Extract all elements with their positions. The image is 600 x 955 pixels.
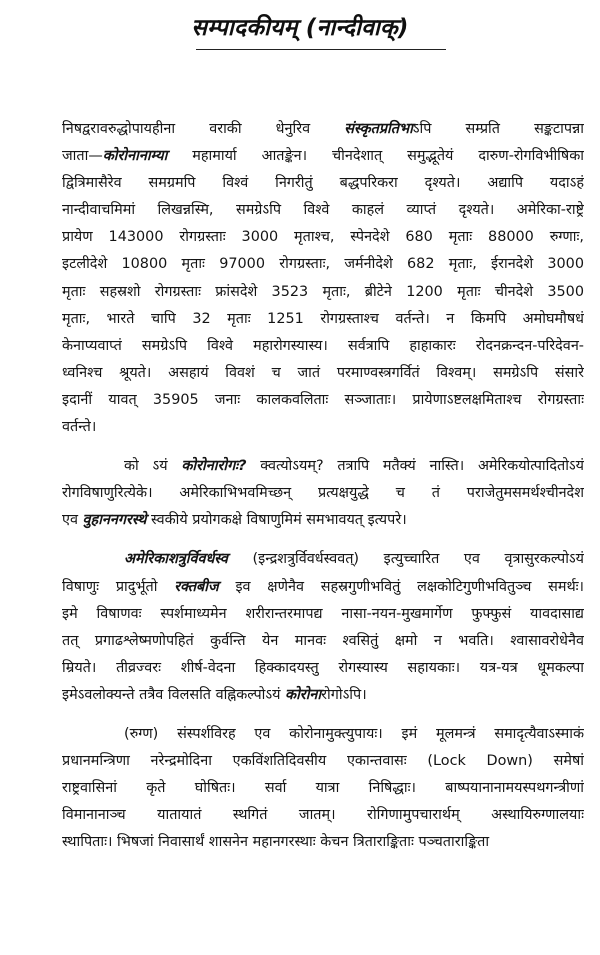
text-run: क्वत्योऽयम्? तत्रापि मतैक्यं नास्ति। अमेरिकयोत्पादितोऽयं [246, 458, 584, 475]
text-run: प्रधानमन्त्रिणा नरेन्द्रमोदिना एकविंशतिदिवसीय एकान्तवासः (Lock Down) समेषां [62, 753, 584, 770]
text-run: रोगविषाणुरित्येके। अमेरिकाभिभवमिच्छन् प्रत्यक्षयुद्धे च तं पराजेतुमसमर्थश्चीनदेश [62, 485, 584, 502]
paragraph-1-line [62, 116, 584, 143]
text-run: जाता— [62, 148, 103, 165]
paragraph-3-line [62, 601, 584, 628]
text-run: प्रायेण 143000 रोगग्रस्ताः 3000 मृताश्च, स्पेनदेशे 680 मृताः 88000 रुग्णाः, [62, 229, 584, 246]
paragraph-1-line [62, 306, 584, 333]
paragraph-2-line [62, 480, 584, 507]
paragraph-3-line [62, 546, 584, 573]
text-run: (इन्द्रशत्रुर्विवर्धस्ववत्) इत्युच्चारित एव वृत्रासुरकल्पोऽयं [227, 551, 584, 568]
paragraph-2-line [62, 507, 584, 534]
paragraph-4-line [62, 775, 584, 802]
text-run: इमे विषाणवः स्पर्शमाध्यमेन शरीरान्तरमापद्य नासा-नयन-मुखमार्गेण फुफ्फुसं यावदासाद्य [62, 605, 584, 622]
paragraph-2-line [62, 453, 584, 480]
text-run: स्थापिताः। भिषजां निवासार्थं शासनेन महानगरस्थाः केचन त्रिताराङ्किताः पञ्चताराङ्किता [62, 834, 490, 851]
highlighted-term: रक्तबीज [174, 578, 219, 595]
paragraph-1-line [62, 251, 584, 278]
text-run: रोगोऽपि। [321, 686, 367, 703]
text-run: इमेऽवलोक्यन्ते तत्रैव विलसति वह्निकल्पोऽयं [62, 686, 286, 703]
highlighted-term: वुहाननगरस्थे [82, 512, 147, 529]
highlighted-term: अमेरिकाशत्रुर्विवर्धस्व [124, 551, 228, 568]
paragraph-4-line [62, 802, 584, 829]
text-run: (रुग्ण) संस्पर्शविरह एव कोरोनामुक्त्युपायः। इमं मूलमन्त्रं समादृत्यैवाऽस्माकं [124, 725, 584, 742]
text-run: निषद्वरावरुद्धोपायहीना वराकी धेनुरिव [62, 121, 345, 137]
paragraph-4-line [62, 829, 584, 856]
text-run: इटलीदेशे 10800 मृताः 97000 रोगग्रस्ताः, जर्मनीदेशे 682 मृताः, ईरानदेशे 3000 [62, 256, 584, 273]
paragraph-4-line [62, 721, 584, 748]
title-underline [196, 49, 446, 50]
paragraph-1-line [62, 279, 584, 306]
paragraph-1-line [62, 333, 584, 360]
paragraph-3-line [62, 655, 584, 682]
page-title: सम्पादकीयम् (नान्दीवाक्) [191, 15, 409, 41]
text-run: द्वित्रिमासैरेव समग्रमपि विश्वं निगरीतुं बद्धपरिकरा दृश्यते। अद्यापि यदाऽहं [62, 175, 584, 192]
paragraph-3-line [62, 574, 584, 601]
highlighted-term: संस्कृतप्रतिभा [344, 121, 413, 137]
text-run: तत् प्रगाढश्लेष्मणोपहितं कुर्वन्ति येन मानवः श्वसितुं क्षमो न भवति। श्वासावरोधेनैव [62, 632, 584, 649]
text-run: इदानीं यावत् 35905 जनाः कालकवलिताः सञ्जाताः। प्रायेणाऽष्टलक्षमिताश्च रोगग्रस्ताः [62, 391, 584, 408]
text-run: मृताः सहस्रशो रोगग्रस्ताः फ्रांसदेशे 3523 मृताः, ब्रीटेने 1200 मृताः चीनदेशे 3500 [62, 283, 584, 300]
text-run: विमानानाञ्च यातायातं स्थगितं जातम्। रोगिणामुपचारार्थम् अस्थायिरुग्णालयाः [62, 807, 584, 824]
paragraph-3-line [62, 682, 584, 709]
paragraph-4-line [62, 748, 584, 775]
text-run: को ऽयं [124, 458, 182, 475]
highlighted-term: कोरोनानाम्या [102, 148, 168, 165]
paragraph-1-line [62, 414, 584, 441]
text-run: स्वकीये प्रयोगकक्षे विषाणुमिमं समभावयत् इत्यपरे। [146, 512, 407, 529]
text-run: महामार्या आतङ्केन। चीनदेशात् समुद्भूतेयं दारुण-रोगविभीषिका [167, 148, 584, 165]
paragraph-3-line [62, 628, 584, 655]
text-run: ध्वनिश्च श्रूयते। असहायं विवशं च जातं परमाण्वस्त्रगर्वितं विश्वम्। समग्रेऽपि संसारे [62, 364, 584, 381]
paragraph-1-line [62, 170, 584, 197]
paragraph-1-line [62, 224, 584, 251]
text-run: एव [62, 512, 83, 529]
text-run: मृताः, भारते चापि 32 मृताः 1251 रोगग्रस्ताश्च वर्तन्ते। न किमपि अमोघमौषधं [62, 310, 584, 327]
text-run: वर्तन्ते। [62, 419, 97, 436]
text-run: राष्ट्रवासिनां कृते घोषितः। सर्वा यात्रा निषिद्धाः। बाष्पयानानामयस्पथगन्त्रीणां [62, 780, 584, 797]
paragraph-1-line [62, 143, 584, 170]
highlighted-term: कोरोना [285, 686, 322, 703]
text-run: ऽपि सम्प्रति सङ्कटापन्ना [412, 121, 584, 137]
highlighted-term: कोरोनारोगः? [181, 458, 247, 475]
editorial-body [62, 116, 584, 856]
text-run: म्रियते। तीव्रज्वरः शीर्ष-वेदना हिक्कादयस्तु रोगस्यास्य सहायकाः। यत्र-यत्र धूमकल्पा [62, 659, 584, 676]
paragraph-1-line [62, 360, 584, 387]
paragraph-1-line [62, 197, 584, 224]
text-run: नान्दीवाचमिमां लिखन्नस्मि, समग्रेऽपि विश्वे काहलं व्याप्तं दृश्यते। अमेरिका-राष्ट्रे [62, 202, 584, 219]
text-run: विषाणुः प्रादुर्भूतो [62, 578, 175, 595]
text-run: इव क्षणेनैव सहस्रगुणीभवितुं लक्षकोटिगुणीभवितुञ्च समर्थः। [218, 578, 584, 595]
text-run: केनाप्यवाप्तं समग्रेऽपि विश्वे महारोगस्यास्य। सर्वत्रापि हाहाकारः रोदनक्रन्दन-परिदेवन- [62, 337, 584, 354]
paragraph-1-line [62, 387, 584, 414]
